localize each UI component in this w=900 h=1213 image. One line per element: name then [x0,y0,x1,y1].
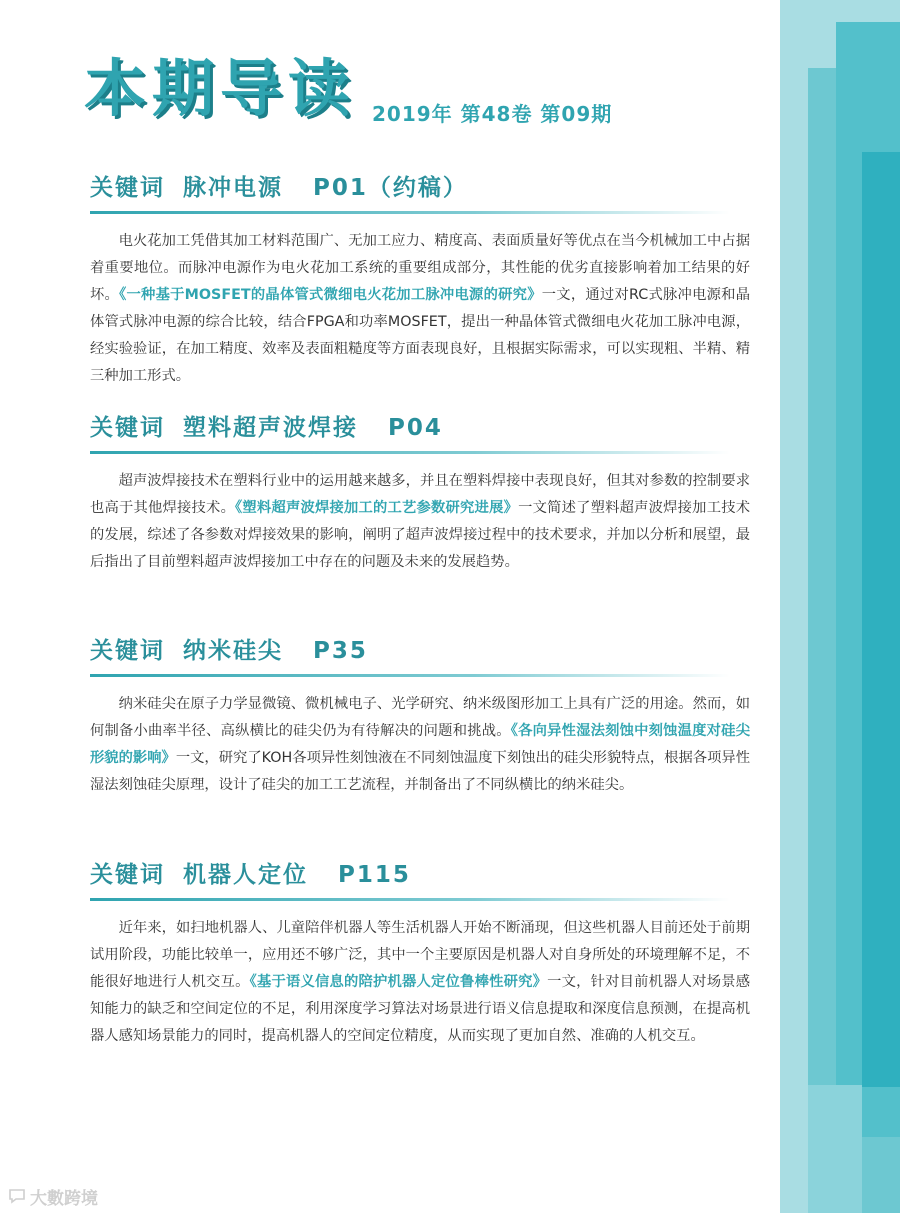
keyword-heading [90,173,755,203]
keyword-term: 纳米硅尖 [183,638,283,664]
section-paragraph [90,468,750,576]
article-title-link[interactable]: 《塑料超声波焊接加工的工艺参数研究进展》 [235,500,519,516]
watermark [8,1184,98,1209]
keyword-term: 机器人定位 [183,862,308,888]
keyword-label: 关键词 [90,415,165,441]
section-divider [90,451,730,454]
keyword-heading [90,636,755,666]
section-paragraph [90,228,750,390]
section-divider [90,674,730,677]
keyword-label: 关键词 [90,862,165,888]
section-robot-localization [90,860,755,1050]
keyword-term: 脉冲电源 [183,175,283,201]
section-divider [90,898,730,901]
paragraph-text: 纳米硅尖在原子力学显微镜、微机械电子、光学研究、纳米级图形加工上具有广泛的用途。然而，如何制备小曲率半径、高纵横比的硅尖仍为有待解决的问题和挑战。 [90,696,750,739]
paragraph-text: 一文，研究了KOH各项异性刻蚀液在不同刻蚀温度下刻蚀出的硅尖形貌特点，根据各项异性湿法刻蚀硅尖原理，设计了硅尖的加工工艺流程，并制备出了不同纵横比的纳米硅尖。 [90,750,750,793]
keyword-heading [90,413,755,443]
article-title-link[interactable]: 《一种基于MOSFET的晶体管式微细电火花加工脉冲电源的研究》 [119,287,542,303]
section-nano-silicon-tip [90,636,755,799]
section-pulse-power [90,173,755,390]
paragraph-text: 电火花加工凭借其加工材料范围广、无加工应力、精度高、表面质量好等优点在当今机械加工中占据着重要地位。而脉冲电源作为电火花加工系统的重要组成部分，其性能的优劣直接影响着加工结果的好坏。 [90,233,750,303]
decorative-panel-4 [808,1085,862,1213]
watermark-text: 大數跨境 [30,1189,98,1209]
chat-bubble-icon [8,1188,26,1209]
article-title-link[interactable]: 《各向异性湿法刻蚀中刻蚀温度对硅尖形貌的影响》 [90,723,750,766]
keyword-label: 关键词 [90,175,165,201]
page-number: P35 [313,638,368,664]
paragraph-text: 近年来，如扫地机器人、儿童陪伴机器人等生活机器人开始不断涌现，但这些机器人目前还处于前期试用阶段，功能比较单一，应用还不够广泛，其中一个主要原因是机器人对自身所处的环境理解不足，不能很好地进行人机交互。 [90,920,750,990]
page-number: P01（约稿） [313,175,468,201]
issue-info: 2019年 第48卷 第09期 [372,102,613,126]
paragraph-text: 超声波焊接技术在塑料行业中的运用越来越多，并且在塑料焊接中表现良好，但其对参数的控制要求也高于其他焊接技术。 [90,473,750,516]
page-number: P115 [338,862,411,888]
section-ultrasonic-welding [90,413,755,576]
keyword-term: 塑料超声波焊接 [183,415,358,441]
paragraph-text: 一文，针对目前机器人对场景感知能力的缺乏和空间定位的不足，利用深度学习算法对场景进行语义信息提取和深度信息预测，在提高机器人感知场景能力的同时，提高机器人的空间定位精度，从而实现了更加自然、准确的人机交互。 [90,974,751,1044]
paragraph-text: 一文，通过对RC式脉冲电源和晶体管式脉冲电源的综合比较，结合FPGA和功率MOSFET，提出一种晶体管式微细电火花加工脉冲电源，经实验验证，在加工精度、效率及表面粗糙度等方面表现良好，且根据实际需求，可以实现粗、半精、精三种加工形式。 [90,287,751,384]
page-number: P04 [388,415,443,441]
paragraph-text: 一文简述了塑料超声波焊接加工技术的发展，综述了各参数对焊接效果的影响，阐明了超声波焊接过程中的技术要求，并加以分析和展望，最后指出了目前塑料超声波焊接加工中存在的问题及未来的发展趋势。 [90,500,751,570]
article-title-link[interactable]: 《基于语义信息的陪护机器人定位鲁棒性研究》 [249,974,548,990]
section-paragraph [90,915,750,1050]
section-paragraph [90,691,750,799]
keyword-label: 关键词 [90,638,165,664]
keyword-heading [90,860,755,890]
section-divider [90,211,730,214]
page-title: 本期导读 [84,52,357,125]
decorative-panel-3 [862,152,900,1087]
